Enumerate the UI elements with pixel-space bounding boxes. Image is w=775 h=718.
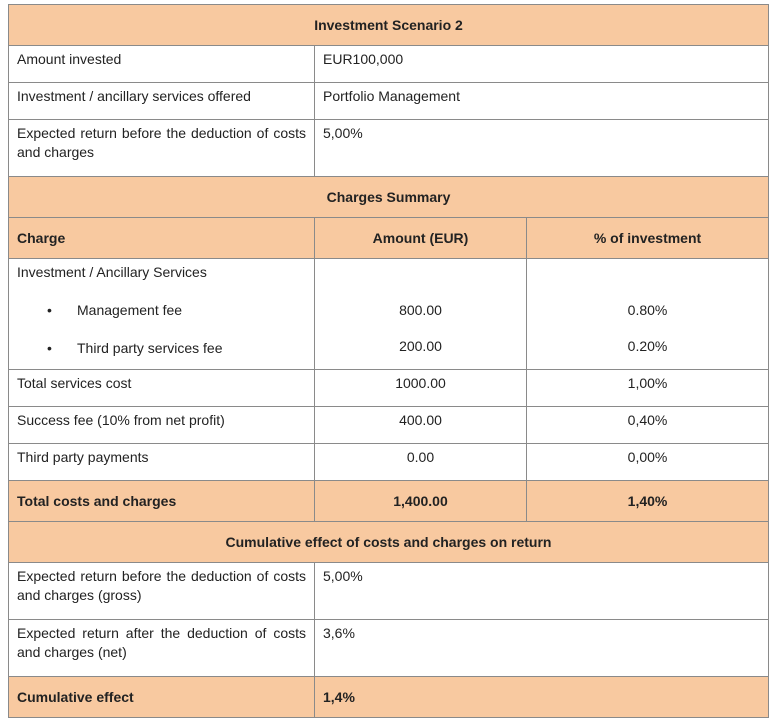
- charge-amount: 400.00: [315, 407, 527, 444]
- charge-label: Total services cost: [9, 370, 315, 407]
- services-amount-cell: [315, 259, 527, 370]
- info-row: [9, 83, 769, 120]
- charge-percent: 1,00%: [527, 370, 769, 407]
- table-row: [9, 370, 769, 407]
- total-row: [9, 481, 769, 522]
- scenario-title: Investment Scenario 2: [9, 5, 769, 46]
- cumulative-title: Cumulative effect of costs and charges on return: [9, 522, 769, 563]
- info-value: Portfolio Management: [315, 83, 769, 120]
- list-item: • Third party services fee: [17, 339, 306, 358]
- charges-summary-title: Charges Summary: [9, 177, 769, 218]
- cumulative-effect-row: [9, 677, 769, 718]
- cumulative-title-row: [9, 522, 769, 563]
- total-percent: 1,40%: [527, 481, 769, 522]
- charge-amount: 0.00: [315, 444, 527, 481]
- charge-percent: 0,40%: [527, 407, 769, 444]
- cumulative-effect-label: Cumulative effect: [9, 677, 315, 718]
- charges-summary-row: [9, 177, 769, 218]
- return-value: 3,6%: [315, 620, 769, 677]
- return-value: 5,00%: [315, 563, 769, 620]
- services-group-row: [9, 259, 769, 370]
- info-row: [9, 46, 769, 83]
- column-header-amount: Amount (EUR): [315, 218, 527, 259]
- return-row: [9, 563, 769, 620]
- services-bullet-list: [17, 301, 306, 358]
- total-label: Total costs and charges: [9, 481, 315, 522]
- services-percent-cell: [527, 259, 769, 370]
- table-row: [9, 407, 769, 444]
- investment-scenario-table: [8, 4, 769, 718]
- charge-percent: 0,00%: [527, 444, 769, 481]
- info-row: [9, 120, 769, 177]
- scenario-title-row: [9, 5, 769, 46]
- column-header-charge: Charge: [9, 218, 315, 259]
- services-group-label: Investment / Ancillary Services: [17, 264, 207, 280]
- info-value: EUR100,000: [315, 46, 769, 83]
- column-header-percent: % of investment: [527, 218, 769, 259]
- return-row: [9, 620, 769, 677]
- info-label: Investment / ancillary services offered: [9, 83, 315, 120]
- charge-label: Third party payments: [9, 444, 315, 481]
- charge-amount: 1000.00: [315, 370, 527, 407]
- info-label: Amount invested: [9, 46, 315, 83]
- return-label: Expected return after the deduction of costs and charges (net): [9, 620, 315, 677]
- list-item: • Management fee: [17, 301, 306, 320]
- charge-label: Success fee (10% from net profit): [9, 407, 315, 444]
- management-fee-percent: 0.80%: [627, 302, 668, 318]
- third-party-services-amount: 200.00: [399, 338, 442, 354]
- third-party-services-percent: 0.20%: [627, 338, 668, 354]
- total-amount: 1,400.00: [315, 481, 527, 522]
- column-header-row: [9, 218, 769, 259]
- management-fee-amount: 800.00: [399, 302, 442, 318]
- info-label: Expected return before the deduction of costs and charges: [9, 120, 315, 177]
- info-value: 5,00%: [315, 120, 769, 177]
- services-group-cell: [9, 259, 315, 370]
- cumulative-effect-value: 1,4%: [315, 677, 769, 718]
- return-label: Expected return before the deduction of costs and charges (gross): [9, 563, 315, 620]
- table-row: [9, 444, 769, 481]
